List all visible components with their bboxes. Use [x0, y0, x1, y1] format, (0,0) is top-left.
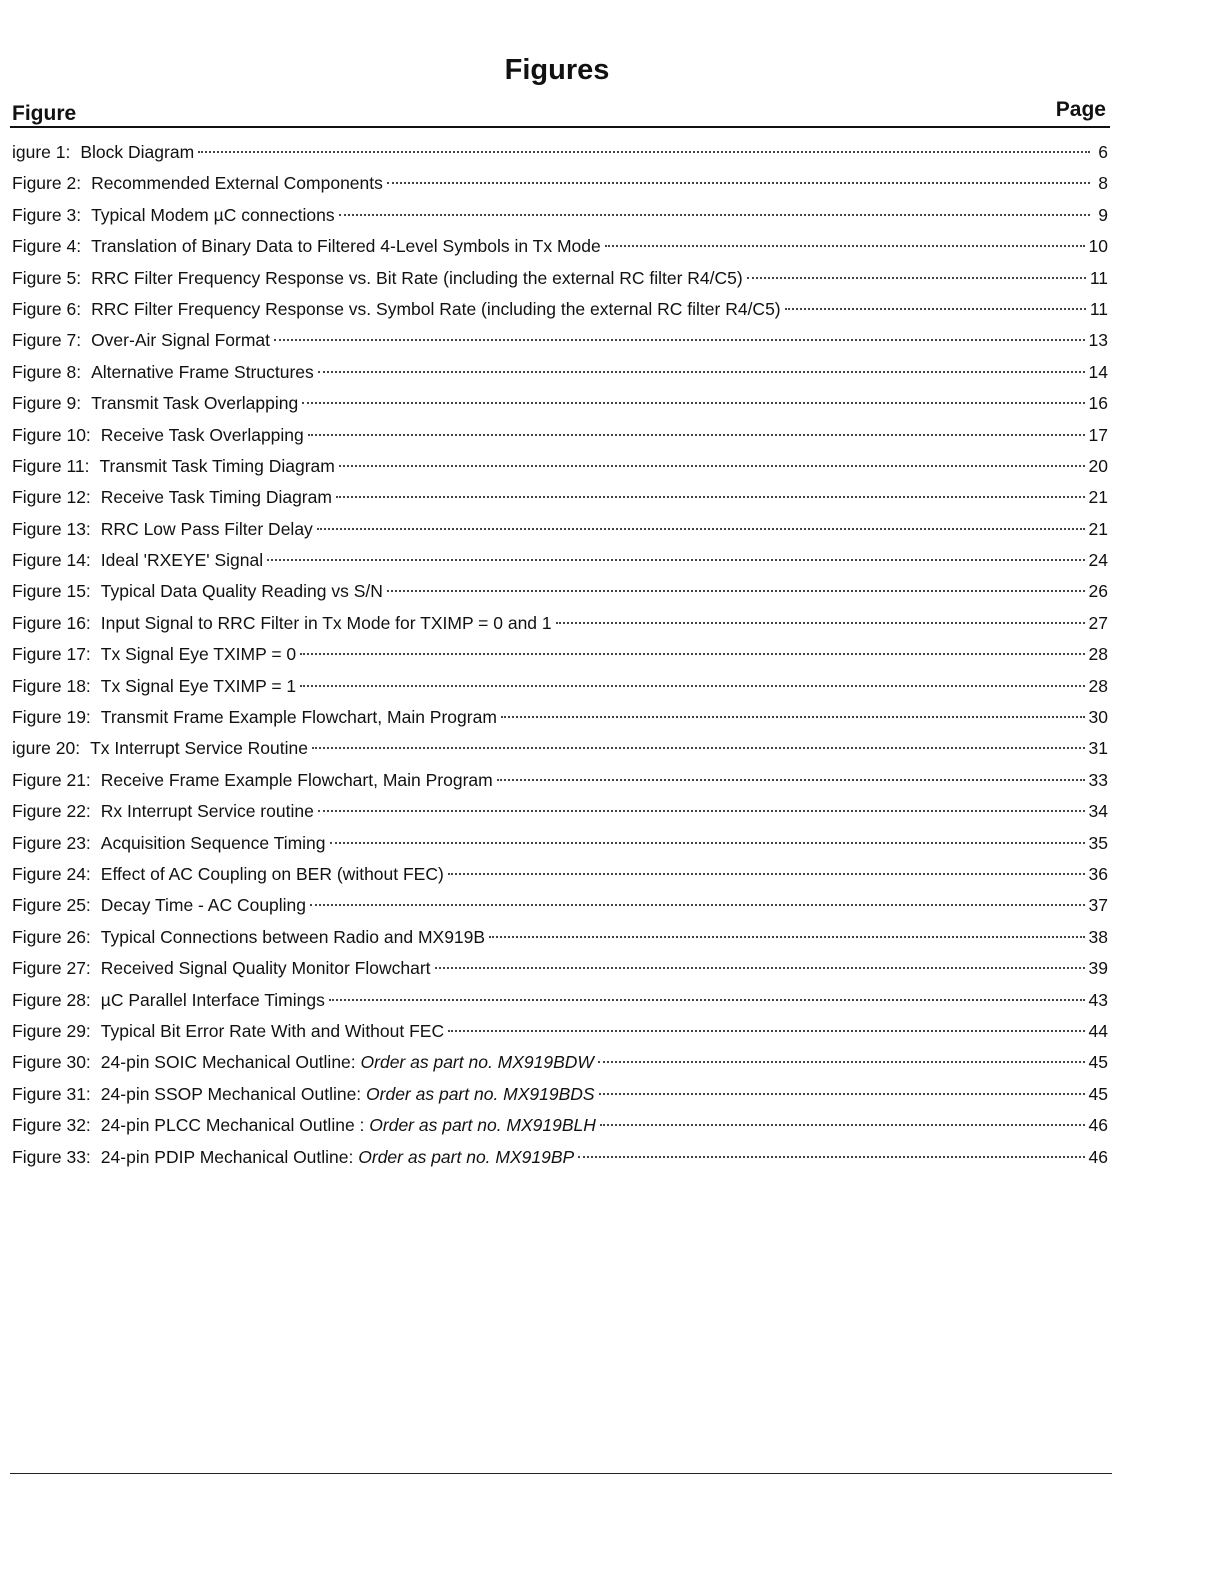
dot-leader: [387, 590, 1085, 592]
figure-title: [101, 674, 296, 698]
figure-entry[interactable]: [12, 674, 1108, 705]
dot-leader: [310, 904, 1085, 906]
figure-number: Figure 14:: [12, 550, 91, 571]
figure-title-text: Recommended External Components: [91, 173, 383, 194]
dot-leader: [387, 182, 1090, 184]
figure-number: Figure 31:: [12, 1083, 91, 1104]
page-number: 35: [1088, 832, 1108, 853]
page-number: 11: [1089, 298, 1108, 319]
dot-leader: [300, 653, 1084, 655]
page-number: 27: [1088, 612, 1108, 633]
dot-leader: [489, 936, 1084, 938]
order-part-number: Order as part no. MX919BDS: [366, 1083, 595, 1104]
figure-entry[interactable]: [12, 1113, 1108, 1144]
figure-entry[interactable]: [12, 799, 1108, 830]
figure-number: Figure 17:: [12, 644, 91, 665]
figure-entry[interactable]: [12, 360, 1108, 391]
dot-leader: [448, 873, 1085, 875]
figure-title: [101, 956, 431, 980]
figure-entry[interactable]: [12, 893, 1108, 924]
figure-title-text: 24-pin SSOP Mechanical Outline:: [100, 1083, 367, 1104]
page-number: 20: [1088, 455, 1108, 476]
figure-title-text: Receive Task Overlapping: [100, 424, 304, 445]
figure-entry[interactable]: [12, 1145, 1108, 1176]
figure-title-text: Received Signal Quality Monitor Flowchart: [100, 958, 431, 979]
figure-title-text: Receive Task Timing Diagram: [100, 487, 332, 508]
dot-leader: [339, 465, 1085, 467]
page-number: 28: [1088, 675, 1108, 696]
figure-entry[interactable]: [12, 140, 1108, 171]
page-number: 21: [1088, 518, 1108, 539]
figure-entry[interactable]: [12, 705, 1108, 736]
page-number: 44: [1088, 1020, 1108, 1041]
page-number: 31: [1088, 738, 1108, 759]
figure-title: [101, 768, 493, 792]
figure-entry[interactable]: [12, 988, 1108, 1019]
page-number: 26: [1088, 581, 1108, 602]
figure-number: Figure 15:: [12, 581, 91, 602]
figure-number: Figure 29:: [12, 1020, 91, 1041]
figure-title: [91, 360, 314, 384]
figure-entry[interactable]: [12, 768, 1108, 799]
figure-title: [101, 831, 326, 855]
figure-title-text: Acquisition Sequence Timing: [100, 832, 326, 853]
figure-title: [100, 454, 335, 478]
dot-leader: [747, 277, 1086, 279]
figure-number: Figure 25:: [12, 895, 91, 916]
figure-title: [91, 391, 298, 415]
figure-title-text: Block Diagram: [80, 142, 195, 162]
figure-title-text: Typical Connections between Radio and MX919B: [100, 926, 486, 947]
dot-leader: [317, 528, 1085, 530]
dot-leader: [308, 434, 1085, 436]
figure-title: [91, 171, 383, 195]
page-number: 34: [1088, 801, 1108, 822]
figure-title-text: 24-pin PDIP Mechanical Outline:: [100, 1146, 359, 1167]
figure-entry[interactable]: [12, 203, 1108, 234]
dot-leader: [448, 1030, 1084, 1032]
figure-number: Figure 6:: [12, 298, 82, 319]
figure-number: Figure 7:: [12, 330, 82, 351]
dot-leader: [605, 245, 1085, 247]
page-number: 24: [1088, 550, 1108, 571]
figure-number: Figure 11:: [12, 455, 90, 476]
figure-title-text: Transmit Task Timing Diagram: [99, 455, 335, 476]
figure-title: [91, 328, 270, 352]
header-rule: [10, 126, 1110, 128]
figure-title: [101, 862, 444, 886]
figure-title: [101, 1082, 595, 1106]
figure-title-text: Typical Data Quality Reading vs S/N: [100, 581, 383, 602]
figure-title-text: Translation of Binary Data to Filtered 4-Level Symbols in Tx Mode: [91, 236, 601, 257]
figure-entry[interactable]: [12, 1050, 1108, 1081]
page-number: 30: [1088, 707, 1108, 728]
figure-number: Figure 4:: [12, 236, 82, 257]
dot-leader: [300, 685, 1084, 687]
figure-entry[interactable]: [12, 579, 1108, 610]
page-number: 10: [1088, 236, 1108, 257]
figure-title-text: RRC Low Pass Filter Delay: [100, 518, 313, 539]
order-part-number: Order as part no. MX919BLH: [369, 1115, 596, 1136]
figure-title: [101, 1145, 574, 1169]
figure-title: [90, 736, 308, 760]
figure-number: Figure 26:: [12, 926, 91, 947]
dot-leader: [501, 716, 1085, 718]
figure-number: Figure 16:: [12, 612, 91, 633]
figure-number: Figure 13:: [12, 518, 91, 539]
figure-number: Figure 2:: [12, 173, 82, 194]
dot-leader: [274, 339, 1085, 341]
figure-title-text: Input Signal to RRC Filter in Tx Mode for TXIMP = 0 and 1: [100, 612, 552, 633]
figure-title-text: Alternative Frame Structures: [91, 361, 314, 382]
page-number: 9: [1098, 204, 1108, 225]
dot-leader: [599, 1093, 1085, 1095]
figure-title: [101, 485, 332, 509]
page-number: 8: [1098, 173, 1108, 194]
dot-leader: [318, 810, 1085, 812]
dot-leader: [198, 151, 1090, 153]
figure-title: [80, 140, 194, 164]
figure-title-text: Ideal 'RXEYE' Signal: [100, 550, 264, 571]
figure-title: [101, 517, 313, 541]
page-number: 13: [1088, 330, 1108, 351]
page-number: 33: [1088, 769, 1108, 790]
figure-title-text: Rx Interrupt Service routine: [100, 801, 314, 822]
dot-leader: [318, 371, 1085, 373]
page-number: 38: [1088, 926, 1108, 947]
page-number: 45: [1088, 1052, 1108, 1073]
figure-entry[interactable]: [12, 611, 1108, 642]
figure-number: Figure 8:: [12, 361, 82, 382]
figure-entry[interactable]: [12, 391, 1108, 422]
order-part-number: Order as part no. MX919BP: [358, 1146, 575, 1167]
figure-title: [101, 705, 497, 729]
page-number: 39: [1088, 958, 1108, 979]
dot-leader: [302, 402, 1084, 404]
figure-entry[interactable]: [12, 1019, 1108, 1050]
figure-title-text: Tx Signal Eye TXIMP = 0: [100, 644, 297, 665]
figure-title-text: µC Parallel Interface Timings: [100, 989, 325, 1010]
page-number: 17: [1088, 424, 1108, 445]
figure-entry[interactable]: [12, 642, 1108, 673]
dot-leader: [330, 842, 1085, 844]
page-number: 36: [1088, 863, 1108, 884]
figure-number: Figure 9:: [12, 393, 82, 414]
figure-entry[interactable]: [12, 1082, 1108, 1113]
dot-leader: [598, 1061, 1085, 1063]
figure-entry[interactable]: [12, 736, 1108, 767]
figure-entry[interactable]: [12, 423, 1108, 454]
figure-title: [101, 579, 383, 603]
figure-title-text: Typical Modem µC connections: [91, 204, 335, 225]
figure-title: [91, 203, 335, 227]
order-part-number: Order as part no. MX919BDW: [360, 1052, 594, 1073]
figure-entry[interactable]: [12, 925, 1108, 956]
figure-number: Figure 33:: [12, 1146, 91, 1167]
figure-entry[interactable]: [12, 297, 1108, 328]
page-number: 21: [1088, 487, 1108, 508]
figure-title-text: Transmit Task Overlapping: [91, 393, 299, 414]
figure-column-header: Figure: [12, 102, 77, 125]
page-title: Figures: [504, 54, 610, 86]
figure-number: Figure 28:: [12, 989, 91, 1010]
figure-title-text: 24-pin PLCC Mechanical Outline :: [100, 1115, 370, 1136]
figure-entry[interactable]: [12, 171, 1108, 202]
page-number: 43: [1088, 989, 1108, 1010]
page-number: 46: [1088, 1115, 1108, 1136]
page-column-header: Page: [1055, 98, 1106, 121]
figure-title: [101, 548, 263, 572]
page-number: 45: [1088, 1083, 1108, 1104]
figure-title-text: Tx Signal Eye TXIMP = 1: [100, 675, 297, 696]
figure-number: Figure 19:: [12, 707, 91, 728]
dot-leader: [556, 622, 1085, 624]
figure-number: Figure 32:: [12, 1115, 91, 1136]
figure-entry[interactable]: [12, 956, 1108, 987]
figure-entry[interactable]: [12, 266, 1108, 297]
figure-title-text: 24-pin SOIC Mechanical Outline:: [100, 1052, 361, 1073]
figure-entry[interactable]: [12, 517, 1108, 548]
figure-title-text: Tx Interrupt Service Routine: [90, 738, 308, 759]
page-number: 6: [1098, 142, 1108, 162]
dot-leader: [339, 214, 1090, 216]
dot-leader: [578, 1156, 1084, 1158]
dot-leader: [267, 559, 1084, 561]
figure-title: [101, 611, 552, 635]
figure-title: [101, 423, 304, 447]
page-number: 16: [1088, 393, 1108, 414]
footer-rule: [10, 1473, 1112, 1474]
dot-leader: [435, 967, 1085, 969]
figure-title: [91, 297, 781, 321]
figure-entry[interactable]: [12, 234, 1108, 265]
figure-number: Figure 23:: [12, 832, 91, 853]
figure-number: Figure 10:: [12, 424, 91, 445]
dot-leader: [336, 496, 1085, 498]
figure-number: Figure 18:: [12, 675, 91, 696]
figure-entry[interactable]: [12, 831, 1108, 862]
figure-title-text: RRC Filter Frequency Response vs. Symbol Rate (including the external RC filter R4/C5): [91, 298, 781, 319]
figure-title-text: RRC Filter Frequency Response vs. Bit Rate (including the external RC filter R4/C5): [91, 267, 743, 288]
dot-leader: [329, 999, 1085, 1001]
figure-title: [101, 1050, 594, 1074]
figure-number: igure 20:: [12, 738, 81, 759]
figure-list: [12, 140, 1108, 1176]
figure-entry[interactable]: [12, 454, 1108, 485]
figure-entry[interactable]: [12, 328, 1108, 359]
figure-title: [101, 988, 325, 1012]
figure-title: [91, 266, 743, 290]
figure-number: Figure 5:: [12, 267, 82, 288]
figure-number: Figure 30:: [12, 1052, 91, 1073]
figure-number: Figure 21:: [12, 769, 91, 790]
figure-entry[interactable]: [12, 485, 1108, 516]
page-number: 28: [1088, 644, 1108, 665]
figure-title-text: Typical Bit Error Rate With and Without FEC: [100, 1020, 445, 1041]
figure-number: igure 1:: [12, 142, 71, 162]
figure-title: [101, 893, 306, 917]
figure-title-text: Over-Air Signal Format: [91, 330, 270, 351]
figure-title: [101, 1019, 444, 1043]
figure-entry[interactable]: [12, 862, 1108, 893]
figure-title: [91, 234, 601, 258]
figure-number: Figure 22:: [12, 801, 91, 822]
figure-title-text: Effect of AC Coupling on BER (without FEC): [100, 863, 444, 884]
figure-title: [101, 1113, 596, 1137]
figure-title-text: Decay Time - AC Coupling: [100, 895, 307, 916]
figure-entry[interactable]: [12, 548, 1108, 579]
figure-number: Figure 27:: [12, 958, 91, 979]
figure-title-text: Transmit Frame Example Flowchart, Main Program: [100, 707, 497, 728]
figure-title: [101, 925, 485, 949]
figure-title-text: Receive Frame Example Flowchart, Main Program: [100, 769, 493, 790]
dot-leader: [497, 779, 1085, 781]
page-number: 11: [1089, 267, 1108, 288]
figure-number: Figure 3:: [12, 204, 82, 225]
dot-leader: [312, 747, 1085, 749]
figure-number: Figure 24:: [12, 863, 91, 884]
figure-title: [101, 642, 296, 666]
dot-leader: [600, 1124, 1085, 1126]
page-number: 46: [1088, 1146, 1108, 1167]
page-number: 37: [1088, 895, 1108, 916]
figure-title: [101, 799, 314, 823]
figure-number: Figure 12:: [12, 487, 91, 508]
dot-leader: [785, 308, 1086, 310]
page-number: 14: [1088, 361, 1108, 382]
